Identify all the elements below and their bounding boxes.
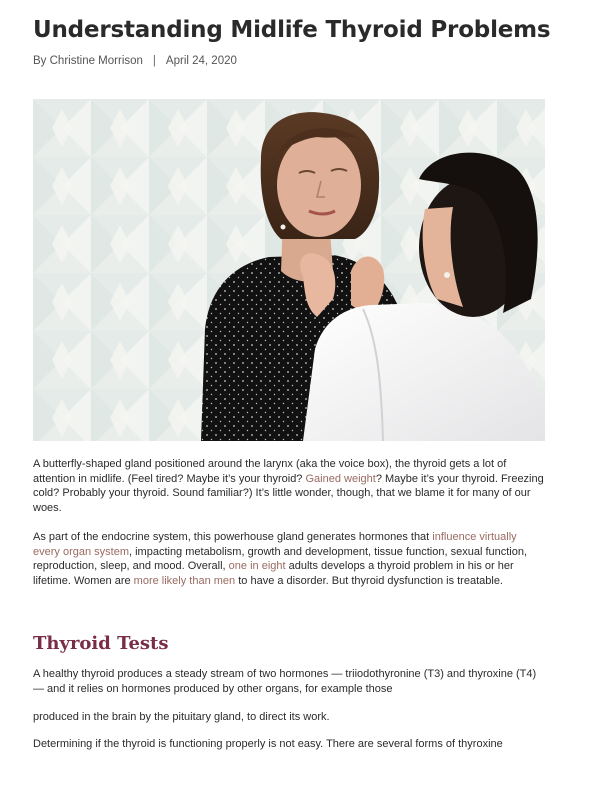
author: By Christine Morrison — [33, 55, 143, 67]
paragraph-text: ? Maybe it’s your thyroid. Freezing cold? Probably your thyroid. Sound familiar?) It’s little wonder, though, that we blame it for many of our woes. — [33, 472, 544, 514]
link-influence-organ-system[interactable]: influence virtually every organ system — [33, 531, 517, 558]
byline-separator: | — [152, 55, 156, 67]
article-title: Understanding Midlife Thyroid Problems — [33, 17, 551, 43]
intro-paragraph — [33, 457, 545, 515]
paragraph-text: As part of the endocrine system, this powerhouse gland generates hormones that — [33, 531, 433, 543]
testing-paragraph: Determining if the thyroid is functioning properly is not easy. There are several forms of thyroxine — [33, 738, 503, 750]
byline — [33, 55, 237, 67]
publish-date: April 24, 2020 — [165, 55, 237, 67]
link-more-likely-than-men[interactable]: more likely than men — [133, 574, 236, 587]
paragraph-text: A butterfly-shaped gland positioned around the larynx (aka the voice box), the thyroid gets a lot of attention in midlife. (Feel tired? Maybe it’s your thyroid? — [33, 458, 507, 485]
link-gained-weight[interactable]: Gained weight — [305, 472, 376, 485]
paragraph-text: , impacting metabolism, growth and development, tissue function, sexual function, reproduction, sleep, and mood. Overall, — [33, 545, 528, 572]
paragraph-text: to have a disorder. But thyroid dysfunction is treatable. — [235, 574, 503, 587]
section-heading-thyroid-tests: Thyroid Tests — [33, 633, 169, 654]
paragraph-text: adults develops a thyroid problem in his or her lifetime. Women are — [33, 560, 514, 587]
hormones-paragraph: A healthy thyroid produces a steady stream of two hormones — triiodothyronine (T3) and thyroxine (T4) — and it relies on hormones produced by other organs, for example those — [33, 668, 537, 695]
endocrine-paragraph — [33, 530, 545, 588]
link-one-in-eight[interactable]: one in eight — [228, 560, 286, 572]
hero-image — [33, 99, 545, 441]
hero-illustration — [33, 99, 545, 441]
pituitary-paragraph: produced in the brain by the pituitary gland, to direct its work. — [33, 711, 330, 723]
